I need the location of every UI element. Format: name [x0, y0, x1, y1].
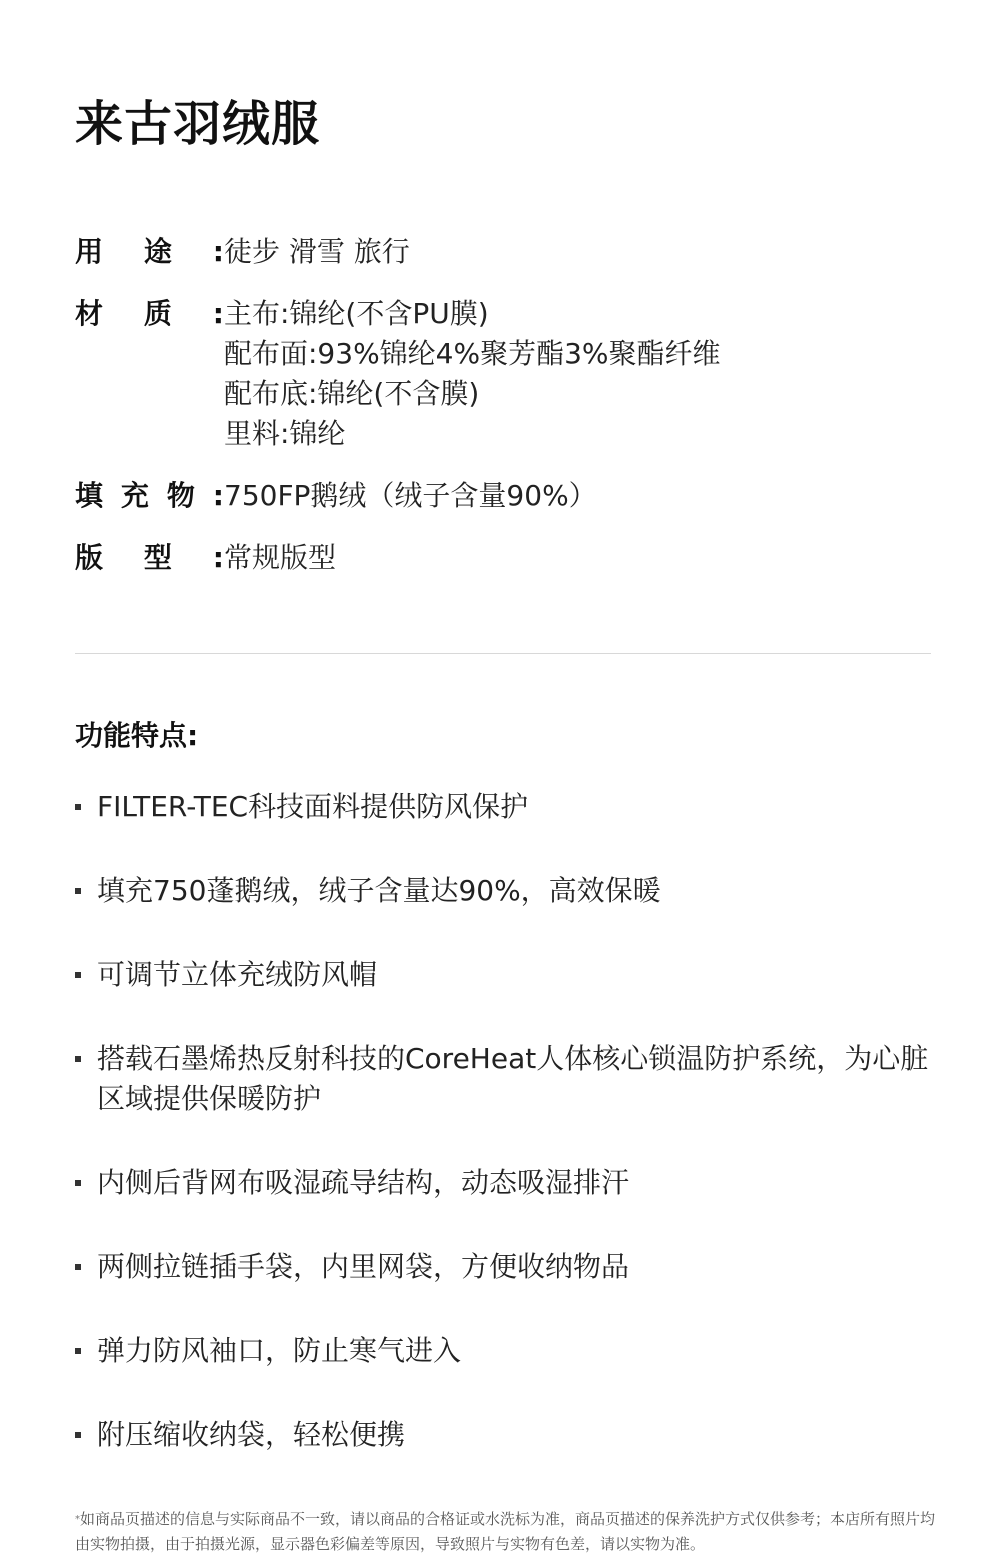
feature-item: [75, 787, 935, 827]
feature-item: [75, 1039, 935, 1119]
spec-label-char: 用: [75, 235, 104, 268]
spec-value: 里料:锦纶: [224, 417, 346, 450]
product-title: 来古羽绒服: [75, 96, 321, 152]
spec-label-char: 物: [166, 479, 195, 512]
spec-values-fit: [224, 538, 955, 578]
feature-text: 弹力防风袖口，防止寒气进入: [97, 1334, 462, 1367]
spec-value: 常规版型: [224, 541, 337, 574]
features-heading: 功能特点:: [75, 719, 199, 752]
feature-item: [75, 1163, 935, 1203]
feature-item: [75, 1415, 935, 1455]
bullet-square-icon: [75, 871, 97, 911]
spec-row-material: [75, 294, 955, 454]
bullet-square-icon: [75, 1415, 97, 1455]
spec-label-char: 质: [143, 297, 172, 330]
spec-value: 主布:锦纶(不含PU膜): [224, 297, 489, 330]
bullet-square-icon: [75, 1163, 97, 1203]
bullet-square-icon: [75, 787, 97, 827]
bullet-square-icon: [75, 955, 97, 995]
spec-label-char: :: [212, 541, 224, 574]
spec-label-filling: [75, 476, 224, 516]
spec-values-filling: [224, 476, 955, 516]
spec-label-char: 填: [75, 479, 104, 512]
section-divider: [75, 653, 931, 654]
spec-values-usage: [224, 232, 955, 272]
feature-text: 内侧后背网布吸湿疏导结构，动态吸湿排汗: [97, 1166, 630, 1199]
bullet-square-icon: [75, 1247, 97, 1287]
feature-item: [75, 1247, 935, 1287]
bullet-square-icon: [75, 1039, 97, 1079]
feature-text: FILTER-TEC科技面料提供防风保护: [97, 790, 529, 823]
feature-item: [75, 871, 935, 911]
disclaimer-text: 如商品页描述的信息与实际商品不一致，请以商品的合格证或水洗标为准，商品页描述的保养洗护方式仅供参考；本店所有照片均由实物拍摄，由于拍摄光源，显示器色彩偏差等原因，导致照片与实物有色差，请以实物为准。: [75, 1510, 936, 1553]
feature-text: 搭载石墨烯热反射科技的CoreHeat人体核心锁温防护系统，为心脏区域提供保暖防护: [97, 1042, 929, 1115]
spec-label-material: [75, 294, 224, 334]
spec-label-char: 途: [143, 235, 172, 268]
feature-text: 两侧拉链插手袋，内里网袋，方便收纳物品: [97, 1250, 630, 1283]
feature-text: 可调节立体充绒防风帽: [97, 958, 378, 991]
bullet-square-icon: [75, 1331, 97, 1371]
spec-value: 配布底:锦纶(不含膜): [224, 377, 480, 410]
spec-row-usage: [75, 232, 955, 272]
spec-label-char: 型: [143, 541, 172, 574]
spec-label-char: 版: [75, 541, 104, 574]
spec-label-fit: [75, 538, 224, 578]
spec-row-filling: [75, 476, 955, 516]
spec-label-usage: [75, 232, 224, 272]
spec-label-char: :: [212, 297, 224, 330]
feature-text: 附压缩收纳袋，轻松便携: [97, 1418, 406, 1451]
spec-label-char: :: [212, 479, 224, 512]
spec-label-char: 材: [75, 297, 104, 330]
spec-value: 徒步 滑雪 旅行: [224, 235, 410, 268]
feature-item: [75, 1331, 935, 1371]
spec-label-char: 充: [120, 479, 149, 512]
spec-label-char: :: [212, 235, 224, 268]
spec-list: [75, 232, 955, 600]
spec-row-fit: [75, 538, 955, 578]
spec-value: 配布面:93%锦纶4%聚芳酯3%聚酯纤维: [224, 337, 721, 370]
footnote-mark: *: [75, 1514, 80, 1525]
spec-value: 750FP鹅绒（绒子含量90%）: [224, 479, 597, 512]
feature-item: [75, 955, 935, 995]
feature-text: 填充750蓬鹅绒，绒子含量达90%，高效保暖: [97, 874, 661, 907]
disclaimer-note: [75, 1507, 945, 1557]
spec-values-material: [224, 294, 955, 454]
